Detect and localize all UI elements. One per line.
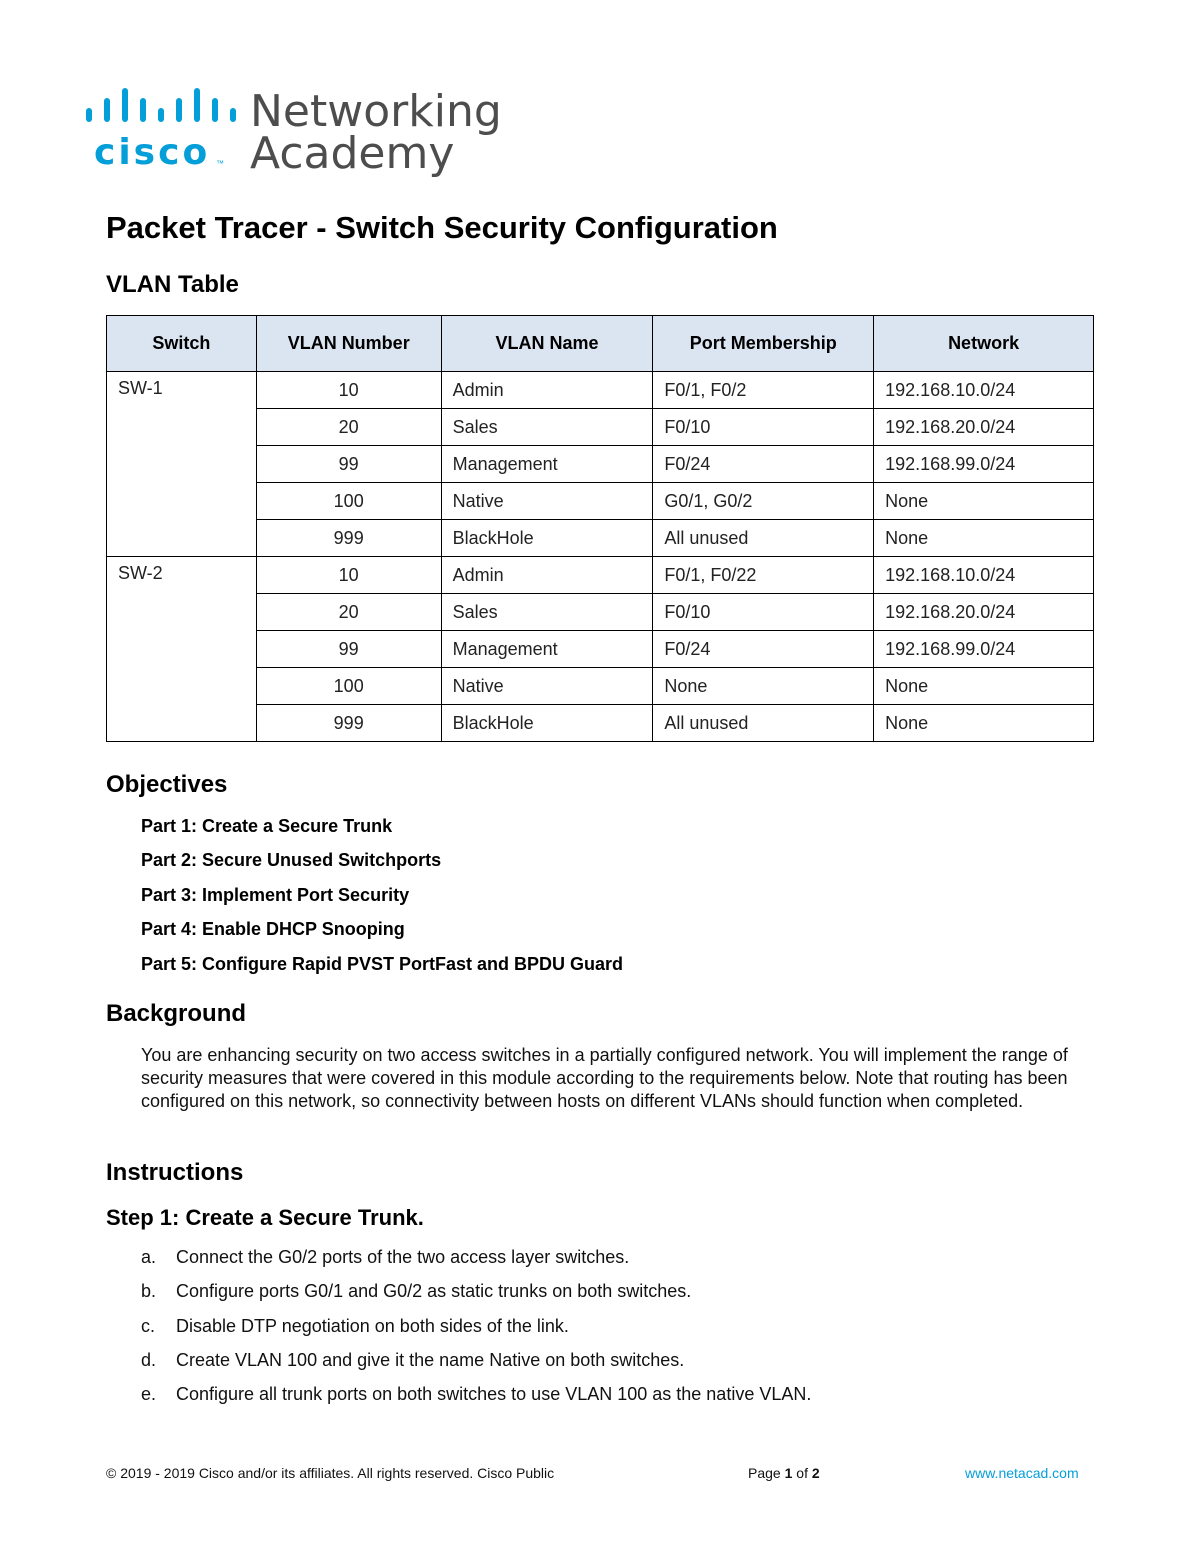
network-cell: 192.168.20.0/24 (874, 409, 1094, 446)
port-membership-cell: All unused (653, 705, 874, 742)
column-header: Network (874, 316, 1094, 372)
vlan-number-cell: 99 (256, 631, 441, 668)
port-membership-cell: G0/1, G0/2 (653, 483, 874, 520)
switch-cell: SW-2 (107, 557, 257, 742)
item-letter: c. (141, 1315, 156, 1336)
item-letter: e. (141, 1384, 157, 1405)
port-membership-cell: F0/24 (653, 631, 874, 668)
item-text: Configure ports G0/1 and G0/2 as static trunks on both switches. (176, 1281, 692, 1302)
column-header: VLAN Number (256, 316, 441, 372)
vlan-number-cell: 100 (256, 483, 441, 520)
column-header: Port Membership (653, 316, 874, 372)
list-item (141, 1383, 811, 1417)
item-letter: a. (141, 1247, 157, 1267)
footer-website (965, 1465, 1079, 1481)
column-header: Switch (107, 316, 257, 372)
cisco-wordmark: cisco (94, 132, 211, 173)
network-cell: None (874, 520, 1094, 557)
port-membership-cell: All unused (653, 520, 874, 557)
port-membership-cell: F0/10 (653, 409, 874, 446)
vlan-name-cell: BlackHole (441, 705, 653, 742)
networking-academy-logo (84, 86, 502, 186)
vlan-number-cell: 100 (256, 668, 441, 705)
vlan-name-cell: Sales (441, 409, 653, 446)
list-item (141, 1280, 811, 1314)
item-text: Create VLAN 100 and give it the name Native on both switches. (176, 1349, 685, 1370)
table-row (107, 372, 1094, 409)
step-1-heading: Step 1: Create a Secure Trunk. (106, 1205, 424, 1230)
page-current: 1 (784, 1465, 793, 1481)
item-text: Configure all trunk ports on both switches to use VLAN 100 as the native VLAN. (176, 1384, 812, 1405)
footer-page-number (748, 1465, 820, 1481)
table-row (107, 557, 1094, 594)
netacad-link[interactable]: www.netacad.com (965, 1465, 1079, 1481)
footer-copyright: © 2019 - 2019 Cisco and/or its affiliates. All rights reserved. Cisco Public (106, 1465, 555, 1481)
network-cell: None (874, 705, 1094, 742)
port-membership-cell: F0/24 (653, 446, 874, 483)
port-membership-cell: None (653, 668, 874, 705)
table-header-row (107, 316, 1094, 372)
objective-item: Part 1: Create a Secure Trunk (141, 816, 393, 836)
item-letter: b. (141, 1281, 157, 1302)
vlan-number-cell: 999 (256, 520, 441, 557)
vlan-table-heading: VLAN Table (106, 271, 239, 298)
vlan-name-cell: Admin (441, 557, 653, 594)
vlan-number-cell: 10 (256, 557, 441, 594)
vlan-name-cell: Sales (441, 594, 653, 631)
port-membership-cell: F0/1, F0/2 (653, 372, 874, 409)
logo-line-academy: Academy (250, 128, 455, 179)
vlan-number-cell: 99 (256, 446, 441, 483)
port-membership-cell: F0/10 (653, 594, 874, 631)
vlan-name-cell: Native (441, 483, 653, 520)
item-text: Disable DTP negotiation on both sides of the link. (176, 1315, 569, 1336)
list-item (141, 1315, 811, 1349)
port-membership-cell: F0/1, F0/22 (653, 557, 874, 594)
objective-item: Part 5: Configure Rapid PVST PortFast and BPDU Guard (141, 953, 624, 974)
objective-item: Part 3: Implement Port Security (141, 884, 410, 905)
page-label: Page (748, 1465, 781, 1481)
vlan-name-cell: Management (441, 631, 653, 668)
switch-cell: SW-1 (107, 372, 257, 557)
vlan-name-cell: BlackHole (441, 520, 653, 557)
background-paragraph: You are enhancing security on two access switches in a partially configured network. You will implement the range of security measures that were covered in this module according to the requirements below. Note that routing has been configured on this network, so connectivity between hosts on different VLANs should function when completed. (141, 1045, 1068, 1111)
network-cell: None (874, 668, 1094, 705)
list-item (141, 1349, 811, 1383)
instructions-heading: Instructions (106, 1159, 244, 1186)
network-cell: None (874, 483, 1094, 520)
trademark-mark: ™ (216, 159, 224, 168)
objectives-list (141, 815, 623, 987)
network-cell: 192.168.20.0/24 (874, 594, 1094, 631)
vlan-number-cell: 999 (256, 705, 441, 742)
cisco-bridge-bars-icon (84, 86, 244, 136)
page-of: of (796, 1465, 808, 1481)
network-cell: 192.168.10.0/24 (874, 557, 1094, 594)
vlan-number-cell: 20 (256, 409, 441, 446)
objective-item: Part 2: Secure Unused Switchports (141, 850, 442, 871)
objective-item: Part 4: Enable DHCP Snooping (141, 919, 405, 940)
vlan-number-cell: 10 (256, 372, 441, 409)
network-cell: 192.168.99.0/24 (874, 446, 1094, 483)
vlan-table (106, 315, 1094, 742)
network-cell: 192.168.10.0/24 (874, 372, 1094, 409)
vlan-name-cell: Management (441, 446, 653, 483)
list-item (141, 1246, 811, 1280)
vlan-number-cell: 20 (256, 594, 441, 631)
vlan-name-cell: Native (441, 668, 653, 705)
page-total: 2 (811, 1465, 820, 1481)
objectives-heading: Objectives (106, 771, 228, 798)
page-title: Packet Tracer - Switch Security Configuration (106, 210, 778, 245)
step-1-list (141, 1246, 811, 1417)
network-cell: 192.168.99.0/24 (874, 631, 1094, 668)
column-header: VLAN Name (441, 316, 653, 372)
background-heading: Background (106, 1000, 247, 1027)
item-text: Connect the G0/2 ports of the two access layer switches. (176, 1247, 630, 1267)
vlan-name-cell: Admin (441, 372, 653, 409)
item-letter: d. (141, 1349, 157, 1370)
logo-line-networking: Networking (250, 86, 502, 137)
